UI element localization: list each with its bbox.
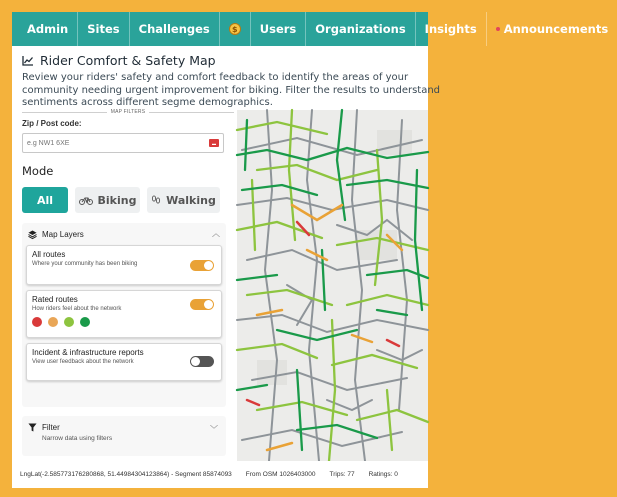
map-layers-panel — [22, 223, 226, 407]
all-routes-subtitle: Where your community has been biking — [32, 261, 138, 267]
top-navigation — [12, 12, 609, 46]
rating-legend — [32, 317, 216, 327]
mode-all-button[interactable] — [22, 187, 68, 213]
main-content — [12, 46, 441, 461]
rating-dot-good — [64, 317, 74, 327]
status-trips: Trips: 77 — [329, 471, 355, 478]
route-map[interactable] — [237, 110, 428, 461]
chevron-up-icon[interactable]: ︿ — [212, 229, 220, 238]
chevron-down-icon[interactable]: ﹀ — [210, 425, 218, 434]
page-title: Rider Comfort & Safety Map — [40, 52, 216, 68]
mode-biking-button[interactable] — [75, 187, 140, 213]
rated-routes-toggle[interactable] — [190, 299, 214, 310]
incidents-toggle[interactable] — [190, 356, 214, 367]
layer-all-routes — [26, 245, 222, 285]
mode-all-label: All — [36, 193, 54, 207]
nav-insights[interactable]: Insights — [416, 12, 487, 46]
nav-rewards[interactable] — [220, 12, 251, 46]
nav-sites[interactable]: Sites — [78, 12, 129, 46]
nav-users[interactable]: Users — [251, 12, 307, 46]
all-routes-toggle[interactable] — [190, 260, 214, 271]
nav-organizations[interactable]: Organizations — [306, 12, 415, 46]
incidents-subtitle: View user feedback about the network — [32, 359, 134, 365]
layers-icon — [28, 230, 37, 239]
filter-title: Filter — [42, 423, 60, 432]
nav-announcements-label: Announcements — [503, 22, 609, 36]
map-layers-header[interactable] — [26, 228, 222, 240]
nav-admin[interactable]: Admin — [18, 12, 78, 46]
nav-challenges[interactable]: Challenges — [130, 12, 220, 46]
zip-label: Zip / Post code: — [22, 119, 82, 128]
footprints-icon — [151, 195, 161, 205]
status-bar — [12, 461, 428, 488]
mode-label: Mode — [22, 164, 54, 178]
mode-walking-label: Walking — [166, 193, 216, 207]
rating-dot-great — [80, 317, 90, 327]
filter-section[interactable] — [22, 416, 226, 456]
filter-panel — [12, 108, 234, 461]
map-filters-label: MAP FILTERS — [110, 109, 146, 115]
map-layers-title: Map Layers — [42, 229, 84, 239]
incidents-title: Incident & infrastructure reports — [32, 348, 144, 357]
money-bag-icon: $ — [229, 23, 241, 35]
funnel-icon — [28, 423, 37, 432]
filter-subtitle: Narrow data using filters — [42, 435, 113, 442]
rated-routes-title: Rated routes — [32, 295, 78, 304]
notification-dot — [496, 27, 500, 31]
mode-walking-button[interactable] — [147, 187, 220, 213]
rating-dot-fair — [48, 317, 58, 327]
zip-input[interactable] — [27, 140, 187, 147]
mode-biking-label: Biking — [97, 193, 137, 207]
all-routes-title: All routes — [32, 250, 66, 259]
map-filters-divider — [22, 108, 234, 116]
status-lnglat: LngLat(-2.585773176280868, 51.44984304123864) - Segment 85874093 — [20, 471, 232, 478]
layer-rated-routes — [26, 290, 222, 338]
zip-submit-button[interactable]: ▬ — [209, 139, 219, 147]
bicycle-icon — [79, 196, 93, 205]
nav-announcements[interactable] — [487, 12, 617, 46]
rated-routes-subtitle: How riders feel about the network — [32, 306, 122, 312]
status-ratings: Ratings: 0 — [368, 471, 398, 478]
rating-dot-bad — [32, 317, 42, 327]
mode-selector — [22, 187, 234, 213]
zip-field — [22, 133, 224, 153]
page-header — [12, 46, 441, 110]
map-canvas[interactable] — [237, 110, 428, 461]
layer-incident-reports — [26, 343, 222, 381]
line-chart-icon — [22, 55, 34, 66]
status-osm: From OSM 1026403000 — [245, 471, 316, 478]
page-description: Review your riders' safety and comfort feedback to identify the areas of your community needing urgent improvement for biking. Filter the results to understand sentiments across different segme demographics. — [22, 72, 441, 108]
